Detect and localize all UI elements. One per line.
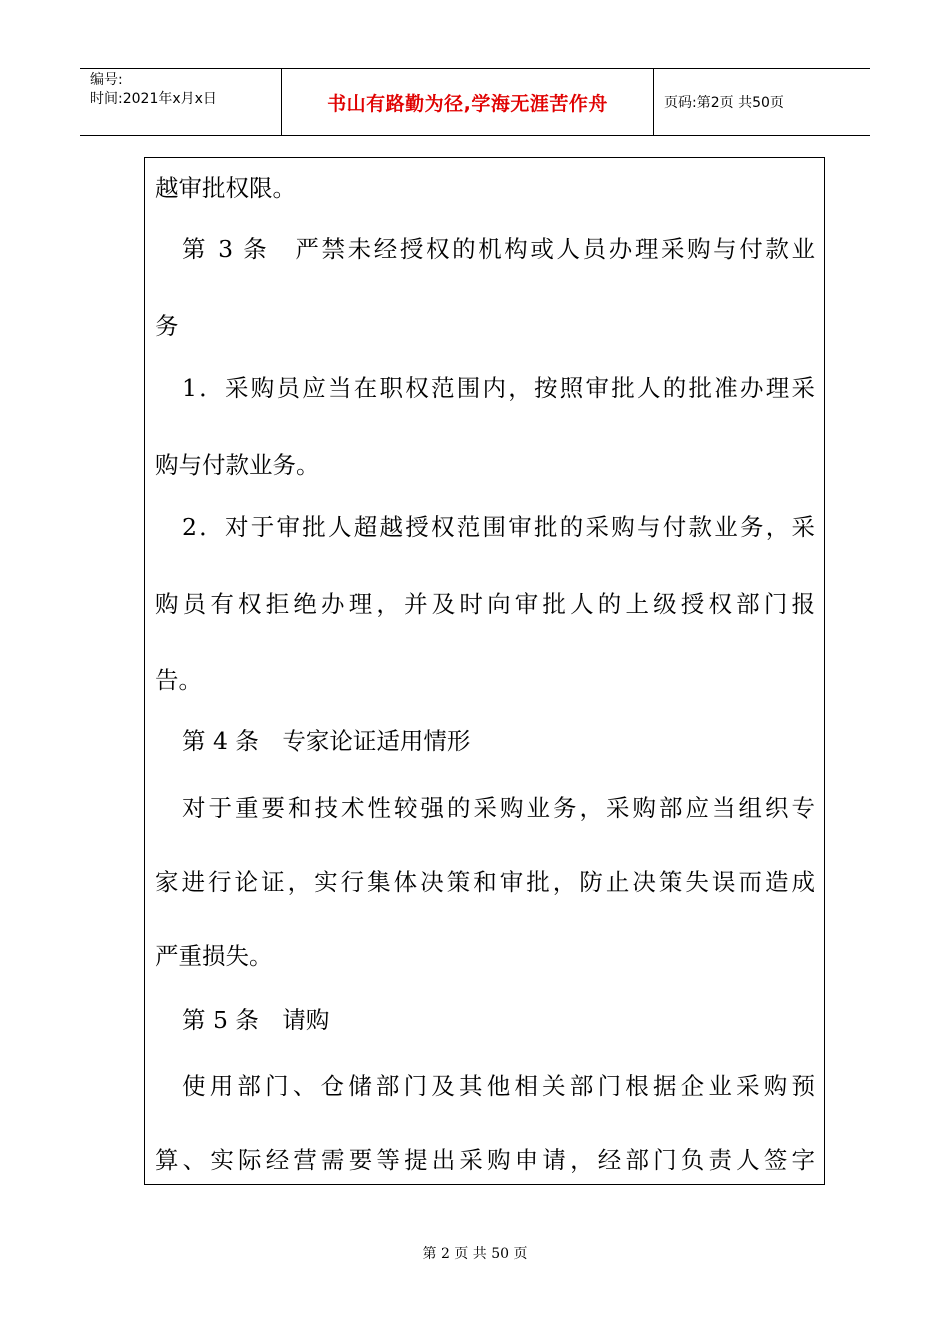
text-line: 2．对于审批人超越授权范围审批的采购与付款业务，采 — [182, 513, 815, 541]
section-heading: 第 5 条 请购 — [182, 1006, 330, 1034]
header-meta — [80, 69, 282, 135]
text-line: 1．采购员应当在职权范围内，按照审批人的批准办理采 — [182, 374, 815, 402]
header-page-info: 页码:第2页 共50页 — [664, 95, 784, 111]
time-label: 时间:2021年x月x日 — [90, 91, 217, 107]
page-footer: 第 2 页 共 50 页 — [422, 1246, 528, 1262]
text-line: 算、实际经营需要等提出采购申请，经部门负责人签字 — [155, 1146, 815, 1174]
text-line: 对于重要和技术性较强的采购业务，采购部应当组织专 — [182, 794, 815, 822]
text-line: 第 3 条 严禁未经授权的机构或人员办理采购与付款业 — [182, 235, 815, 263]
text-line: 告。 — [155, 666, 202, 694]
header-motto: 书山有路勤为径,学海无涯苦作舟 — [282, 69, 654, 135]
text-line: 使用部门、仓储部门及其他相关部门根据企业采购预 — [182, 1072, 815, 1100]
text-line: 严重损失。 — [155, 942, 273, 970]
serial-label: 编号: — [90, 72, 123, 88]
section-heading: 第 4 条 专家论证适用情形 — [182, 727, 471, 755]
text-line: 购与付款业务。 — [155, 451, 320, 479]
text-line: 家进行论证，实行集体决策和审批，防止决策失误而造成 — [155, 868, 815, 896]
text-line: 务 — [155, 312, 179, 340]
document-header — [80, 68, 870, 136]
text-line: 购员有权拒绝办理，并及时向审批人的上级授权部门报 — [155, 590, 815, 618]
content-frame — [144, 157, 825, 1185]
text-line: 越审批权限。 — [155, 174, 296, 202]
